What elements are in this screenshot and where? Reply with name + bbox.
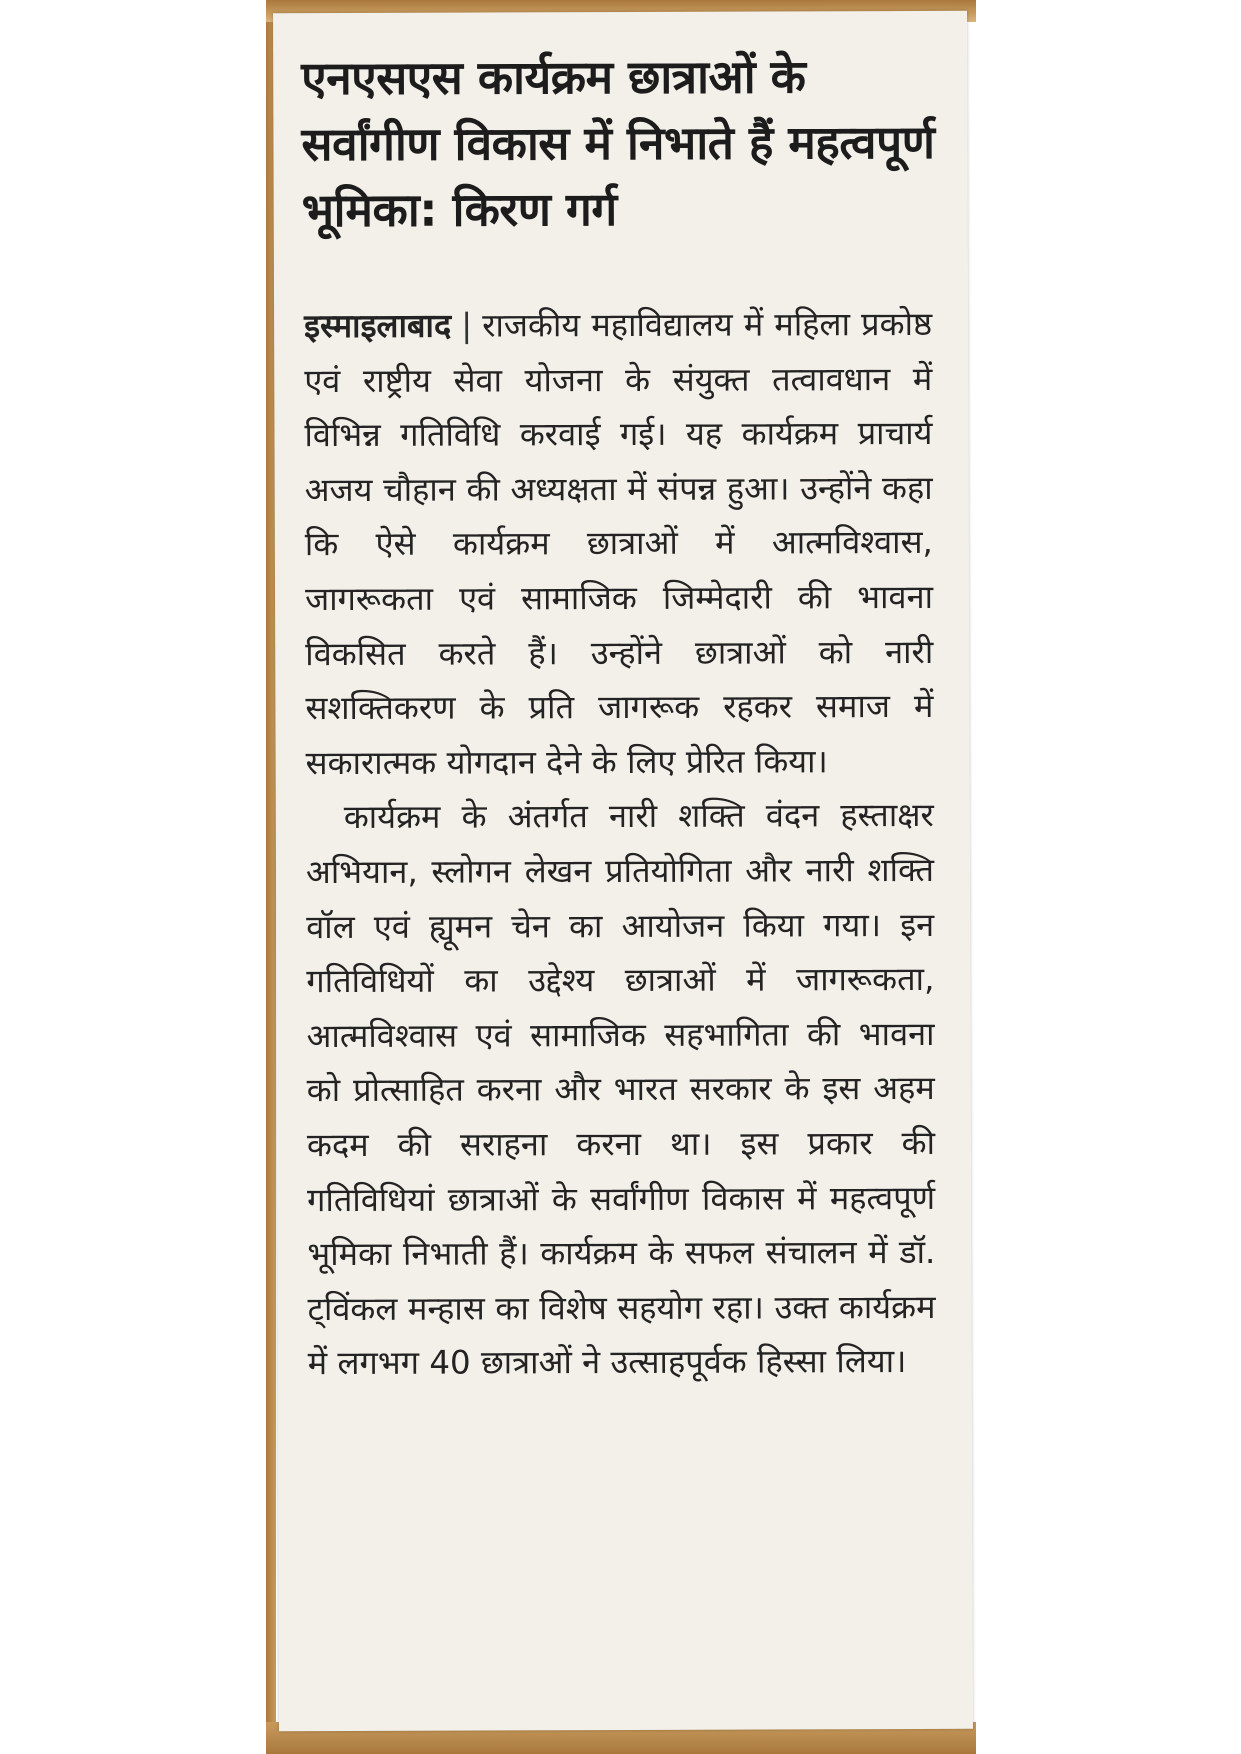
paragraph-1-text: राजकीय महाविद्यालय में महिला प्रकोष्ठ एवं राष्ट्रीय सेवा योजना के संयुक्त तत्वावधान में विभिन्न गतिविधि करवाई गई। यह कार्यक्रम प्राचार्य अजय चौहान की अध्यक्षता में संपन्न हुआ। उन्होंने कहा कि ऐसे कार्यक्रम छात्राओं में आत्मविश्वास, जागरूकता एवं सामाजिक जिम्मेदारी की भावना विकसित करते हैं। उन्होंने छात्राओं को नारी सशक्तिकरण के प्रति जागरूक रहकर समाज में सकारात्मक योगदान देने के लिए प्रेरित किया।: [304, 304, 934, 782]
article-body: [304, 297, 936, 1391]
article-headline: एनएसएस कार्यक्रम छात्राओं के सर्वांगीण विकास में निभाते हैं महत्वपूर्ण भूमिका: किरण गर्ग: [301, 49, 935, 238]
dateline-separator: |: [461, 306, 473, 345]
newspaper-clipping: [273, 11, 973, 1731]
article-dateline: इस्माइलाबाद: [304, 306, 452, 346]
article-paragraph-1: [304, 297, 934, 791]
article-paragraph-2: कार्यक्रम के अंतर्गत नारी शक्ति वंदन हस्ताक्षर अभियान, स्लोगन लेखन प्रतियोगिता और नारी शक्ति वॉल एवं ह्यूमन चेन का आयोजन किया गया। इन गतिविधियों का उद्देश्य छात्राओं में जागरूकता, आत्मविश्वास एवं सामाजिक सहभागिता की भावना को प्रोत्साहित करना और भारत सरकार के इस अहम कदम की सराहना करना था। इस प्रकार की गतिविधियां छात्राओं के सर्वांगीण विकास में महत्वपूर्ण भूमिका निभाती हैं। कार्यक्रम के सफल संचालन में डॉ. ट्विंकल मन्हास का विशेष सहयोग रहा। उक्त कार्यक्रम में लगभग 40 छात्राओं ने उत्साहपूर्वक हिस्सा लिया।: [305, 796, 936, 1383]
